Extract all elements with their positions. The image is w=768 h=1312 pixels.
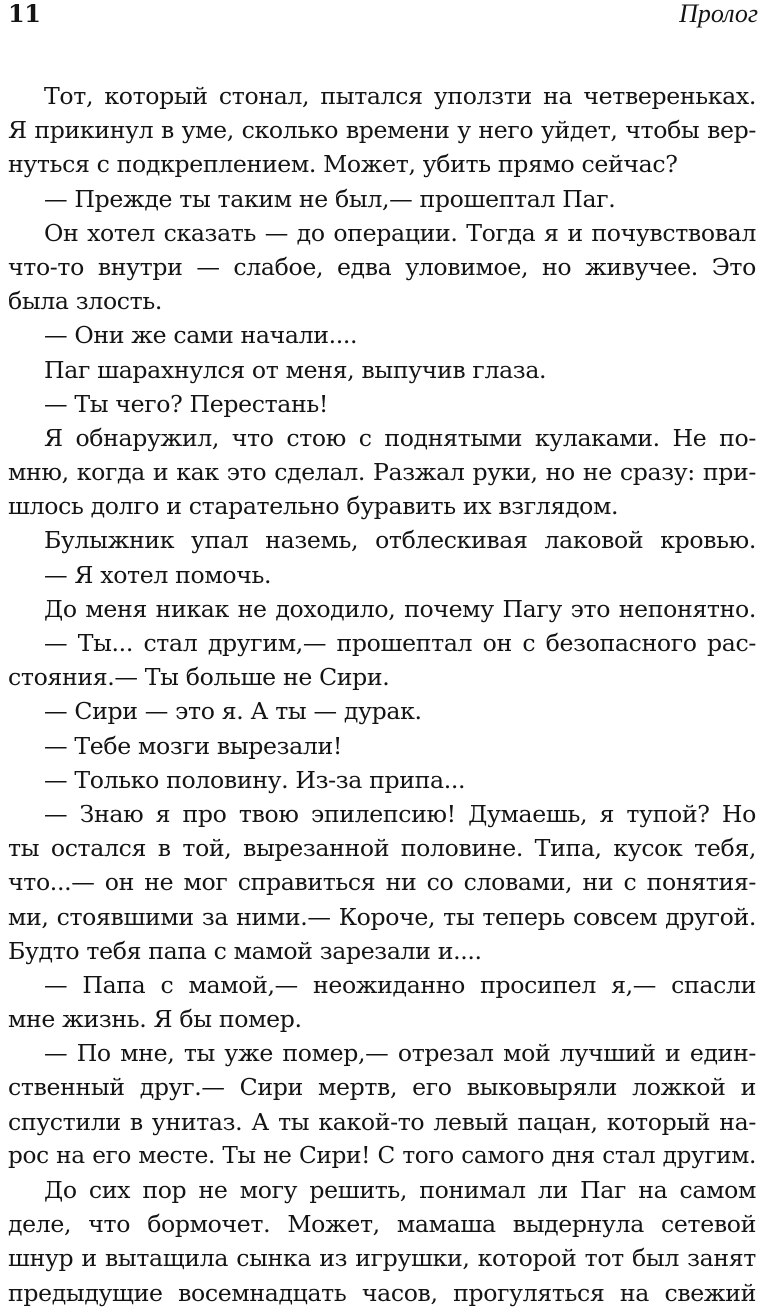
text-line: До меня никак не доходило, почему Пагу это непонятно. bbox=[44, 594, 756, 623]
text-line: — Ты... стал другим,— прошептал он с безопасного рас- bbox=[44, 629, 756, 657]
text-line: шлось долго и старательно буравить их взглядом. bbox=[8, 492, 619, 521]
text-line: деле, что бормочет. Может, мамаша выдернула сетевой bbox=[8, 1210, 756, 1239]
text-line: Я обнаружил, что стою с поднятыми кулаками. Не по- bbox=[44, 423, 756, 452]
text-line: ственный друг.— Сири мертв, его выковыряли ложкой и bbox=[8, 1073, 756, 1102]
running-title: Пролог bbox=[679, 0, 758, 28]
text-line: — Сири — это я. А ты — дурак. bbox=[44, 697, 422, 726]
text-line: — По мне, ты уже помер,— отрезал мой лучший и един- bbox=[44, 1039, 756, 1068]
text-line: что...— он не мог справиться ни со словами, ни с понятия- bbox=[8, 868, 756, 897]
text-line: Булыжник упал наземь, отблескивая лаковой кровью. bbox=[44, 526, 756, 555]
text-line: шнур и вытащила сынка из игрушки, которой тот был занят bbox=[8, 1244, 756, 1273]
text-line: рос на его месте. Ты не Сири! С того самого дня стал другим. bbox=[8, 1141, 756, 1169]
text-line: была злость. bbox=[8, 287, 163, 316]
text-line: — Ты чего? Перестань! bbox=[44, 389, 329, 418]
body-text bbox=[8, 79, 756, 1310]
text-line: мне жизнь. Я бы помер. bbox=[8, 1005, 302, 1034]
text-line: предыдущие восемнадцать часов, прогуляться на свежий bbox=[8, 1278, 756, 1307]
text-line: ми, стоявшими за ними.— Короче, ты теперь совсем другой. bbox=[8, 902, 756, 931]
text-line: — Они же сами начали.... bbox=[44, 321, 358, 350]
text-line: — Знаю я про твою эпилепсию! Думаешь, я тупой? Но bbox=[44, 799, 756, 828]
page-header bbox=[8, 0, 758, 34]
text-line: мню, когда и как это сделал. Разжал руки, но не сразу: при- bbox=[8, 458, 756, 487]
text-line: — Я хотел помочь. bbox=[44, 560, 272, 589]
text-line: — Прежде ты таким не был,— прошептал Паг. bbox=[44, 184, 616, 213]
text-line: Тот, который стонал, пытался уползти на четвереньках. bbox=[44, 82, 756, 110]
text-line: Паг шарахнулся от меня, выпучив глаза. bbox=[44, 355, 547, 384]
text-line: Будто тебя папа с мамой зарезали и.... bbox=[8, 936, 482, 965]
text-line: что-то внутри — слабое, едва уловимое, но живучее. Это bbox=[8, 252, 756, 281]
text-line: До сих пор не могу решить, понимал ли Паг на самом bbox=[44, 1176, 756, 1204]
text-line: — Тебе мозги вырезали! bbox=[44, 731, 343, 760]
text-line: — Папа с мамой,— неожиданно просипел я,— спасли bbox=[44, 970, 756, 999]
text-line: Я прикинул в уме, сколько времени у него уйдет, чтобы вер- bbox=[8, 116, 756, 145]
text-line: стояния.— Ты больше не Сири. bbox=[8, 663, 390, 692]
text-line: ты остался в той, вырезанной половине. Типа, кусок тебя, bbox=[8, 834, 756, 863]
text-line: Он хотел сказать — до операции. Тогда я и почувствовал bbox=[44, 218, 756, 247]
page-number: 11 bbox=[8, 0, 41, 28]
text-line: нуться с подкреплением. Может, убить прямо сейчас? bbox=[8, 150, 678, 179]
text-line: спустили в унитаз. А ты какой-то левый пацан, который на- bbox=[8, 1107, 756, 1136]
text-line: — Только половину. Из-за припа... bbox=[44, 765, 466, 794]
